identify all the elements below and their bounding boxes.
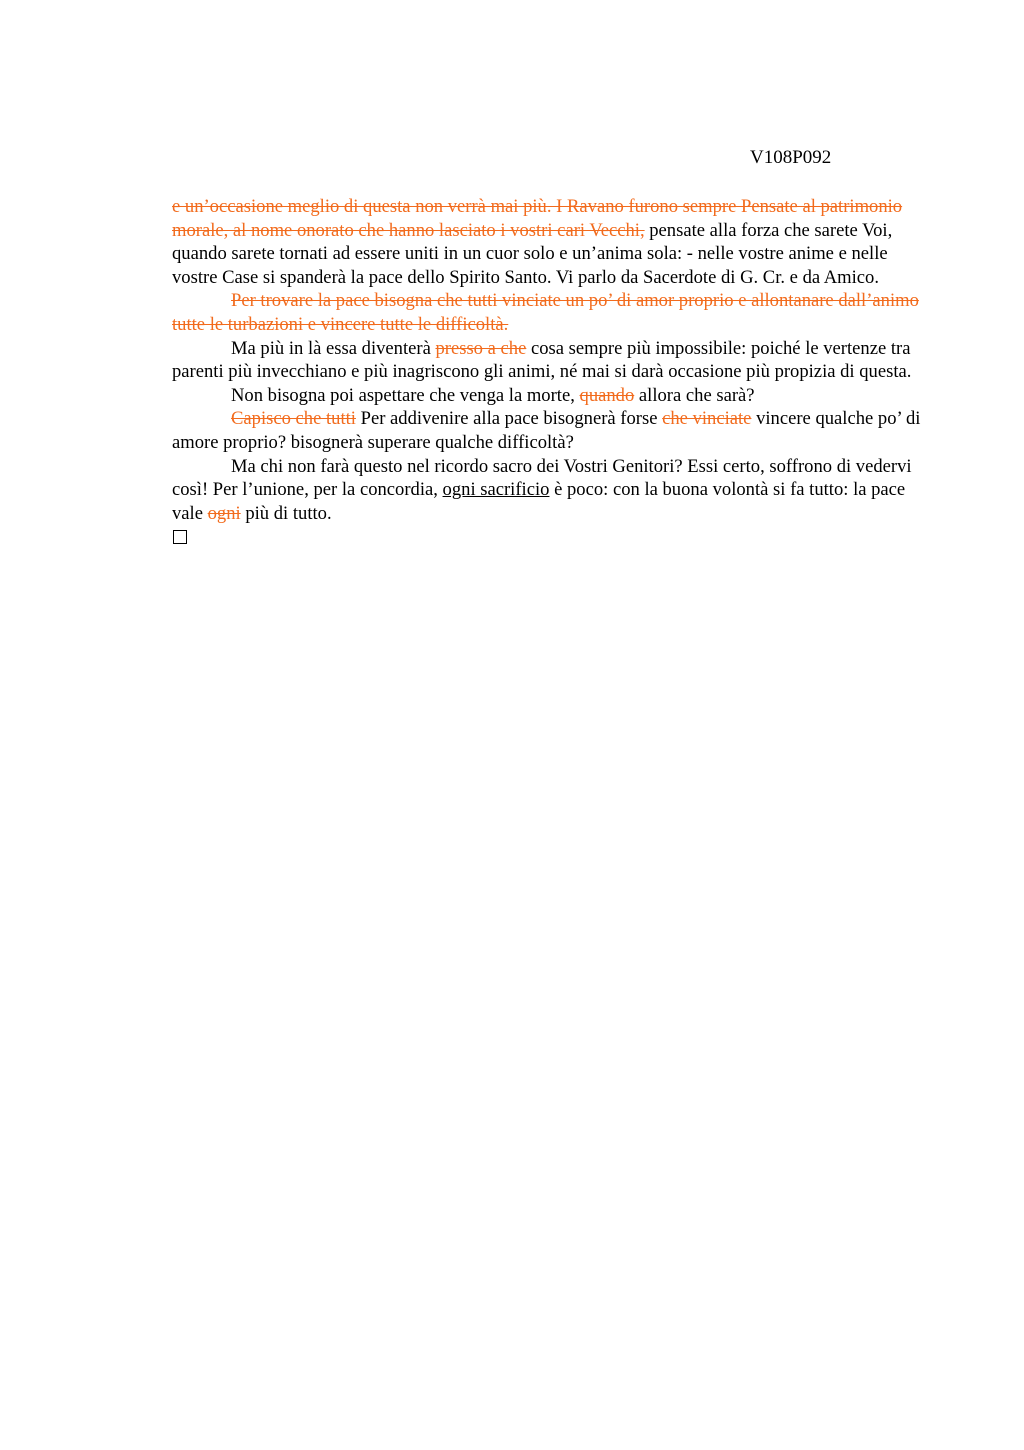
paragraph-text: allora che sarà? bbox=[634, 384, 755, 406]
struck-text: Per trovare la pace bisogna che tutti vinciate un po’ di amor proprio e allontanare dall’animo tutte le turbazioni e vincere tutte le difficoltà. bbox=[172, 290, 919, 335]
paragraph-text: cosa sempre più impossibile: poiché le vertenze tra parenti più invecchiano e più inagriscono gli animi, né mai si darà occasione più propizia di questa. bbox=[172, 337, 912, 383]
paragraph-text: più di tutto. bbox=[240, 502, 332, 524]
paragraph-3 bbox=[172, 337, 930, 384]
struck-text: Capisco che tutti bbox=[231, 408, 356, 430]
struck-text: presso a che bbox=[435, 337, 527, 359]
struck-text: che vinciate bbox=[662, 408, 752, 430]
paragraph-text: Ma chi non farà questo nel ricordo sacro dei Vostri Genitori? Essi certo, soffrono di vedervi così! Per l’unione, per la concordia, bbox=[172, 455, 912, 501]
struck-text: e un’occasione meglio di questa non verrà mai più. I Ravano furono sempre Pensate al patrimonio morale, al nome onorato che hanno lasciato i vostri cari Vecchi, bbox=[172, 196, 903, 241]
paragraph-4 bbox=[172, 384, 930, 408]
paragraph-text: vincere qualche po’ di amore proprio? bisognerà superare qualche difficoltà? bbox=[172, 408, 921, 453]
paragraph-text: Non bisogna poi aspettare che venga la morte, bbox=[231, 384, 580, 406]
paragraph-text: Per addivenire alla pace bisognerà forse bbox=[355, 408, 663, 430]
end-of-text-box-icon bbox=[173, 530, 187, 544]
document-body bbox=[172, 195, 930, 544]
paragraph-1 bbox=[172, 195, 930, 289]
struck-text: quando bbox=[579, 384, 635, 406]
paragraph-5 bbox=[172, 407, 930, 454]
paragraph-text: pensate alla forza che sarete Voi, quando sarete tornati ad essere uniti in un cuor solo e un’anima sola: - nelle vostre anime e nelle vostre Case si spanderà la pace dello Spirito Santo. Vi parlo da Sacerdote di G. Cr. e da Amico. bbox=[172, 219, 893, 288]
paragraph-text: è poco: con la buona volontà si fa tutto: la pace vale bbox=[172, 479, 906, 524]
page-id: V108P092 bbox=[750, 147, 832, 168]
paragraph-2 bbox=[172, 289, 930, 336]
underlined-text: ogni sacrificio bbox=[442, 479, 550, 501]
paragraph-text: Ma più in là essa diventerà bbox=[231, 337, 436, 359]
paragraph-6 bbox=[172, 455, 930, 526]
struck-text: ogni bbox=[207, 502, 241, 524]
